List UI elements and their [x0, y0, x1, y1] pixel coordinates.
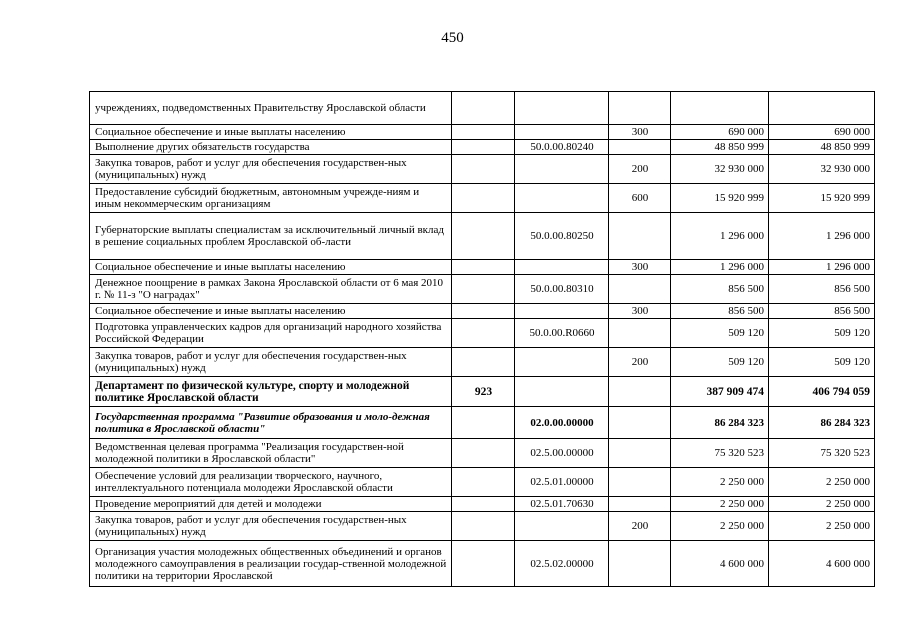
sum-year1-cell: 2 250 000	[671, 497, 769, 512]
row-name-cell: Социальное обеспечение и иные выплаты населению	[90, 304, 452, 319]
table-row	[90, 92, 875, 125]
department-code-cell	[452, 155, 515, 184]
department-code-cell	[452, 275, 515, 304]
expense-type-cell: 200	[609, 348, 671, 377]
expense-type-cell: 200	[609, 155, 671, 184]
target-article-cell: 02.5.01.70630	[515, 497, 609, 512]
sum-year2-cell: 1 296 000	[769, 260, 875, 275]
sum-year2-cell: 406 794 059	[769, 377, 875, 407]
table-row	[90, 439, 875, 468]
target-article-cell	[515, 304, 609, 319]
sum-year1-cell: 690 000	[671, 125, 769, 140]
sum-year2-cell: 2 250 000	[769, 468, 875, 497]
target-article-cell	[515, 512, 609, 541]
expense-type-cell	[609, 319, 671, 348]
sum-year2-cell: 32 930 000	[769, 155, 875, 184]
row-name-cell: Денежное поощрение в рамках Закона Ярославской области от 6 мая 2010 г. № 11-з "О наградах"	[90, 275, 452, 304]
table-row	[90, 407, 875, 439]
table-row	[90, 497, 875, 512]
sum-year2-cell: 2 250 000	[769, 497, 875, 512]
sum-year2-cell: 509 120	[769, 319, 875, 348]
row-name-cell: учреждениях, подведомственных Правительству Ярославской области	[90, 92, 452, 125]
department-code-cell	[452, 125, 515, 140]
row-name-cell: Закупка товаров, работ и услуг для обеспечения государствен-ных (муниципальных) нужд	[90, 512, 452, 541]
page-number: 450	[441, 30, 464, 46]
expense-type-cell: 200	[609, 512, 671, 541]
department-code-cell	[452, 439, 515, 468]
target-article-cell: 50.0.00.80250	[515, 213, 609, 260]
target-article-cell: 02.5.01.00000	[515, 468, 609, 497]
expense-type-cell	[609, 275, 671, 304]
target-article-cell: 50.0.00.80240	[515, 140, 609, 155]
department-code-cell	[452, 541, 515, 587]
row-name-cell: Социальное обеспечение и иные выплаты населению	[90, 260, 452, 275]
expense-type-cell: 300	[609, 304, 671, 319]
sum-year2-cell: 856 500	[769, 304, 875, 319]
row-name-cell: Выполнение других обязательств государства	[90, 140, 452, 155]
expense-type-cell	[609, 468, 671, 497]
sum-year1-cell: 4 600 000	[671, 541, 769, 587]
table-row	[90, 275, 875, 304]
expense-type-cell: 600	[609, 184, 671, 213]
department-code-cell	[452, 407, 515, 439]
target-article-cell	[515, 377, 609, 407]
table-row	[90, 512, 875, 541]
sum-year1-cell: 1 296 000	[671, 260, 769, 275]
sum-year1-cell: 387 909 474	[671, 377, 769, 407]
table-row	[90, 377, 875, 407]
sum-year1-cell: 1 296 000	[671, 213, 769, 260]
row-name-cell: Департамент по физической культуре, спорту и молодежной политике Ярославской области	[90, 377, 452, 407]
sum-year1-cell	[671, 92, 769, 125]
row-name-cell: Подготовка управленческих кадров для организаций народного хозяйства Российской Федерации	[90, 319, 452, 348]
target-article-cell: 02.5.02.00000	[515, 541, 609, 587]
target-article-cell	[515, 92, 609, 125]
sum-year2-cell: 15 920 999	[769, 184, 875, 213]
target-article-cell	[515, 184, 609, 213]
sum-year2-cell	[769, 92, 875, 125]
sum-year1-cell: 509 120	[671, 319, 769, 348]
row-name-cell: Закупка товаров, работ и услуг для обеспечения государствен-ных (муниципальных) нужд	[90, 155, 452, 184]
sum-year2-cell: 48 850 999	[769, 140, 875, 155]
sum-year2-cell: 86 284 323	[769, 407, 875, 439]
row-name-cell: Губернаторские выплаты специалистам за исключительный личный вклад в решение социальных проблем Ярославской об-ласти	[90, 213, 452, 260]
row-name-cell: Закупка товаров, работ и услуг для обеспечения государствен-ных (муниципальных) нужд	[90, 348, 452, 377]
department-code-cell	[452, 497, 515, 512]
sum-year1-cell: 509 120	[671, 348, 769, 377]
sum-year1-cell: 2 250 000	[671, 512, 769, 541]
expense-type-cell	[609, 140, 671, 155]
department-code-cell	[452, 348, 515, 377]
table-row	[90, 348, 875, 377]
target-article-cell	[515, 125, 609, 140]
target-article-cell	[515, 155, 609, 184]
expense-type-cell	[609, 377, 671, 407]
row-name-cell: Предоставление субсидий бюджетным, автономным учрежде-ниям и иным некоммерческим организациям	[90, 184, 452, 213]
expense-type-cell	[609, 439, 671, 468]
table-row	[90, 184, 875, 213]
department-code-cell	[452, 512, 515, 541]
row-name-cell: Ведомственная целевая программа "Реализация государствен-ной молодежной политики в Ярославской области"	[90, 439, 452, 468]
sum-year1-cell: 32 930 000	[671, 155, 769, 184]
table-row	[90, 304, 875, 319]
sum-year1-cell: 856 500	[671, 275, 769, 304]
target-article-cell	[515, 260, 609, 275]
expense-type-cell: 300	[609, 260, 671, 275]
sum-year1-cell: 86 284 323	[671, 407, 769, 439]
sum-year2-cell: 690 000	[769, 125, 875, 140]
target-article-cell: 50.0.00.R0660	[515, 319, 609, 348]
expense-type-cell: 300	[609, 125, 671, 140]
sum-year2-cell: 2 250 000	[769, 512, 875, 541]
row-name-cell: Государственная программа "Развитие образования и моло-дежная политика в Ярославской области"	[90, 407, 452, 439]
table-row	[90, 319, 875, 348]
table-row	[90, 213, 875, 260]
sum-year2-cell: 4 600 000	[769, 541, 875, 587]
target-article-cell: 50.0.00.80310	[515, 275, 609, 304]
sum-year1-cell: 2 250 000	[671, 468, 769, 497]
department-code-cell	[452, 184, 515, 213]
table-row	[90, 468, 875, 497]
sum-year2-cell: 75 320 523	[769, 439, 875, 468]
department-code-cell	[452, 213, 515, 260]
department-code-cell	[452, 92, 515, 125]
target-article-cell: 02.0.00.00000	[515, 407, 609, 439]
sum-year2-cell: 509 120	[769, 348, 875, 377]
department-code-cell	[452, 304, 515, 319]
department-code-cell	[452, 140, 515, 155]
sum-year1-cell: 15 920 999	[671, 184, 769, 213]
sum-year1-cell: 856 500	[671, 304, 769, 319]
expense-type-cell	[609, 497, 671, 512]
sum-year2-cell: 856 500	[769, 275, 875, 304]
table-row	[90, 260, 875, 275]
row-name-cell: Социальное обеспечение и иные выплаты населению	[90, 125, 452, 140]
sum-year2-cell: 1 296 000	[769, 213, 875, 260]
budget-table	[89, 91, 875, 587]
department-code-cell: 923	[452, 377, 515, 407]
expense-type-cell	[609, 541, 671, 587]
target-article-cell: 02.5.00.00000	[515, 439, 609, 468]
expense-type-cell	[609, 92, 671, 125]
expense-type-cell	[609, 407, 671, 439]
budget-table-body	[90, 92, 875, 587]
sum-year1-cell: 48 850 999	[671, 140, 769, 155]
department-code-cell	[452, 319, 515, 348]
row-name-cell: Организация участия молодежных общественных объединений и органов молодежного самоуправления в реализации государ-ственной молодежной политики на территории Ярославской	[90, 541, 452, 587]
table-row	[90, 541, 875, 587]
department-code-cell	[452, 468, 515, 497]
expense-type-cell	[609, 213, 671, 260]
table-row	[90, 155, 875, 184]
row-name-cell: Проведение мероприятий для детей и молодежи	[90, 497, 452, 512]
sum-year1-cell: 75 320 523	[671, 439, 769, 468]
department-code-cell	[452, 260, 515, 275]
table-row	[90, 125, 875, 140]
target-article-cell	[515, 348, 609, 377]
row-name-cell: Обеспечение условий для реализации творческого, научного, интеллектуального потенциала молодежи Ярославской области	[90, 468, 452, 497]
table-row	[90, 140, 875, 155]
